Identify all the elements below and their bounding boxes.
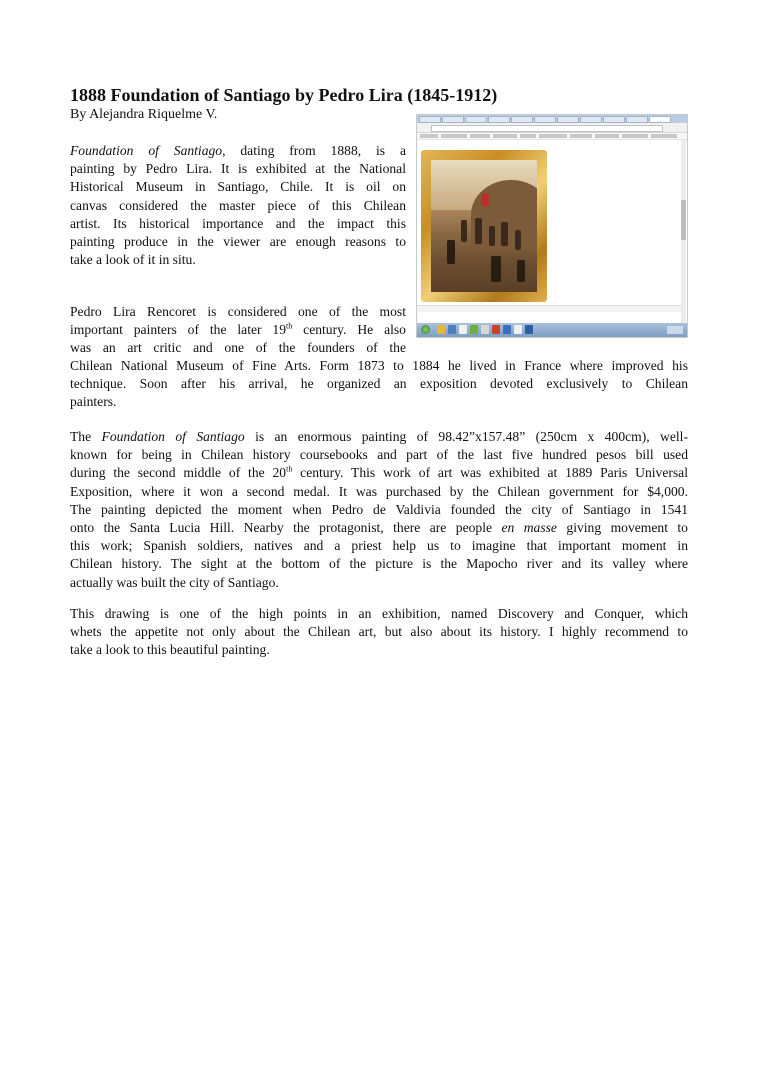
browser-tab [534, 116, 556, 123]
paragraph-biography-wide [70, 357, 688, 412]
taskbar-clock [667, 326, 683, 334]
text-line: was an art critic and one of the founders of the [70, 340, 406, 356]
text-line: actually was built the city of Santiago. [70, 574, 279, 590]
superscript: th [286, 321, 293, 331]
bookmark-item [493, 134, 517, 138]
text-line: whets the appetite not only about the Chilean art, but also about its history. I highly recommend to [70, 624, 688, 640]
text-line: century. This work of art was exhibited at 1889 Paris Universal [292, 465, 688, 481]
bookmark-item [539, 134, 567, 138]
text-line: this work; Spanish soldiers, natives and a priest help us to imagine that important moment in [70, 538, 688, 554]
painting-figure [447, 240, 455, 264]
superscript: th [286, 464, 293, 474]
browser-tab [626, 116, 648, 123]
browser-tab [419, 116, 441, 123]
text-line: during the second middle of the 20 [70, 465, 287, 481]
text-line: painters. [70, 394, 117, 410]
bookmark-item [470, 134, 490, 138]
text-line: giving movement to [556, 520, 688, 536]
browser-screenshot-image [416, 114, 688, 338]
text-line: Historical Museum in Santiago, Chile. It is oil on [70, 179, 406, 195]
text-line: painting produce in the viewer are enough reasons to [70, 234, 406, 250]
painting-figure [491, 256, 501, 282]
taskbar-app-icon [437, 325, 445, 334]
address-bar [431, 125, 663, 132]
text-line: The [70, 429, 102, 444]
text-line: important painters of the later 19 [70, 322, 287, 338]
bookmark-item [420, 134, 438, 138]
taskbar-app-icon [459, 325, 467, 334]
text-line: take a look of it in situ. [70, 252, 196, 268]
text-line: century. He also [292, 322, 406, 338]
text-line: Pedro Lira Rencoret is considered one of the most [70, 304, 406, 319]
browser-tab [442, 116, 464, 123]
painting-figure [515, 230, 521, 250]
text-line: , dating from 1888, is a [222, 143, 406, 158]
text-line: Chilean history. The sight at the bottom of the picture is the Mapocho river and its valley where [70, 556, 688, 572]
bookmark-item [651, 134, 677, 138]
paragraph-biography-narrow [70, 303, 406, 358]
browser-content-area [417, 140, 687, 323]
painting-figure [501, 222, 508, 246]
text-line: painting by Pedro Lira. It is exhibited at the National [70, 161, 406, 177]
browser-tab [603, 116, 625, 123]
text-line: Exposition, where it won a second medal. It was purchased by the Chilean government for $4,000. [70, 483, 688, 499]
text-line: The painting depicted the moment when Pedro de Valdivia founded the city of Santiago in 1541 [70, 501, 688, 517]
browser-status-bar [417, 305, 681, 312]
browser-tab [488, 116, 510, 123]
bookmark-item [570, 134, 592, 138]
taskbar-app-icon [525, 325, 533, 334]
text-line: is an enormous painting of 98.42”x157.48” (250cm x 400cm), well- [244, 429, 688, 444]
bookmark-item [441, 134, 467, 138]
text-line: Chilean National Museum of Fine Arts. Form 1873 to 1884 he lived in France where improved his [70, 358, 688, 373]
painting-figure [489, 226, 495, 246]
painting-image [431, 160, 537, 292]
bookmark-item [595, 134, 619, 138]
taskbar-app-icon [470, 325, 478, 334]
browser-tab [511, 116, 533, 123]
painting-figure [517, 260, 525, 282]
browser-tab [557, 116, 579, 123]
taskbar-app-icon [492, 325, 500, 334]
text-line: This drawing is one of the high points in an exhibition, named Discovery and Conquer, which [70, 606, 688, 621]
taskbar-app-icon [481, 325, 489, 334]
paragraph-intro [70, 142, 406, 269]
author-byline: By Alejandra Riquelme V. [70, 107, 218, 122]
paragraph-description [70, 428, 688, 592]
taskbar-app-icon [448, 325, 456, 334]
painting-figure [461, 220, 467, 242]
browser-tab-active [649, 116, 671, 123]
painting-figure [475, 218, 482, 244]
text-line: known for being in Chilean history coursebooks and part of the last five hundred pesos bill used [70, 447, 688, 463]
page-title: 1888 Foundation of Santiago by Pedro Lira (1845-1912) [70, 85, 498, 105]
os-taskbar [417, 323, 687, 337]
scrollbar-thumb [681, 200, 686, 240]
text-line: canvas considered the master piece of this Chilean [70, 197, 406, 213]
painting-title-italic: Foundation of Santiago [70, 143, 223, 158]
text-line: take a look to this beautiful painting. [70, 642, 270, 658]
taskbar-app-icon [514, 325, 522, 334]
start-button-icon [421, 325, 430, 334]
painting-flag [481, 194, 489, 206]
text-line: artist. Its historical importance and the impact this [70, 215, 406, 231]
browser-tab [580, 116, 602, 123]
text-line: onto the Santa Lucia Hill. Nearby the protagonist, there are people [70, 520, 502, 536]
italic-phrase: en masse [501, 520, 557, 536]
browser-tab [465, 116, 487, 123]
text-line: technique. Soon after his arrival, he organized an exposition devoted exclusively to Chilean [70, 376, 688, 392]
taskbar-app-icon [503, 325, 511, 334]
paragraph-conclusion [70, 605, 688, 660]
bookmark-item [520, 134, 536, 138]
painting-title-italic: Foundation of Santiago [101, 429, 245, 444]
bookmark-item [622, 134, 648, 138]
